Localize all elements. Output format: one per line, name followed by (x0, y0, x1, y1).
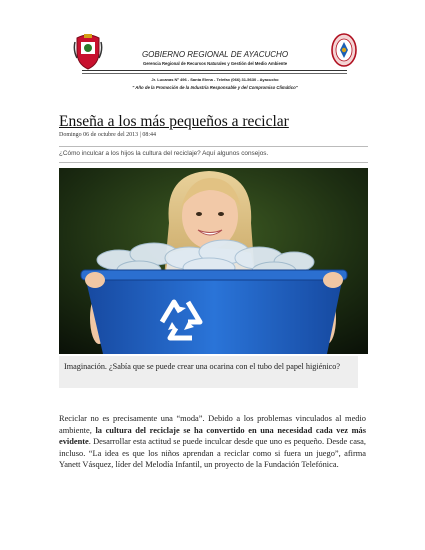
header-department: Gerencia Regional de Recursos Naturales y Gestión del Medio Ambiente (142, 61, 288, 66)
article-title[interactable]: Enseña a los más pequeños a reciclar (59, 113, 289, 130)
header-address: Jr. Lucanas Nº 496 - Santa Elena - Telefax (066) 31-5630 - Ayacucho (151, 77, 279, 82)
article-lead: ¿Cómo inculcar a los hijos la cultura del reciclaje? Aquí algunos consejos. (59, 150, 269, 157)
body-bold-text: la cultura del reciclaje se ha convertido en una necesidad cada vez más evidente (59, 425, 366, 447)
header-year-motto: " Año de la Promoción de la Industria Responsable y del Compromiso Climático" (132, 85, 298, 90)
divider (59, 146, 368, 147)
regional-seal-icon (331, 33, 357, 67)
divider (59, 162, 368, 163)
photo-caption: Imaginación. ¿Sabía que se puede crear una ocarina con el tubo del papel higiénico? (59, 356, 358, 388)
article-body (59, 413, 366, 471)
article-date: Domingo 06 de octubre del 2013 | 08:44 (59, 132, 157, 138)
header-rule-thin (82, 73, 347, 74)
body-text: Reciclar no es precisamente una “moda”. Debido a los problemas vinculados al medio ambiente, (59, 414, 366, 435)
header-org-title: GOBIERNO REGIONAL DE AYACUCHO (141, 50, 289, 59)
regional-crest-icon (73, 32, 103, 70)
article-photo (59, 168, 368, 354)
body-text: . Desarrollar esta actitud se puede inculcar desde que uno es pequeño. Desde casa, incluso. “La idea es que los niños aprendan a reciclar como si fuera un juego”, afirma Yanett Vásquez, líder del Melodía Infantil, un proyecto de la Fundación Telefónica. (59, 437, 366, 470)
header-rule (82, 70, 347, 71)
